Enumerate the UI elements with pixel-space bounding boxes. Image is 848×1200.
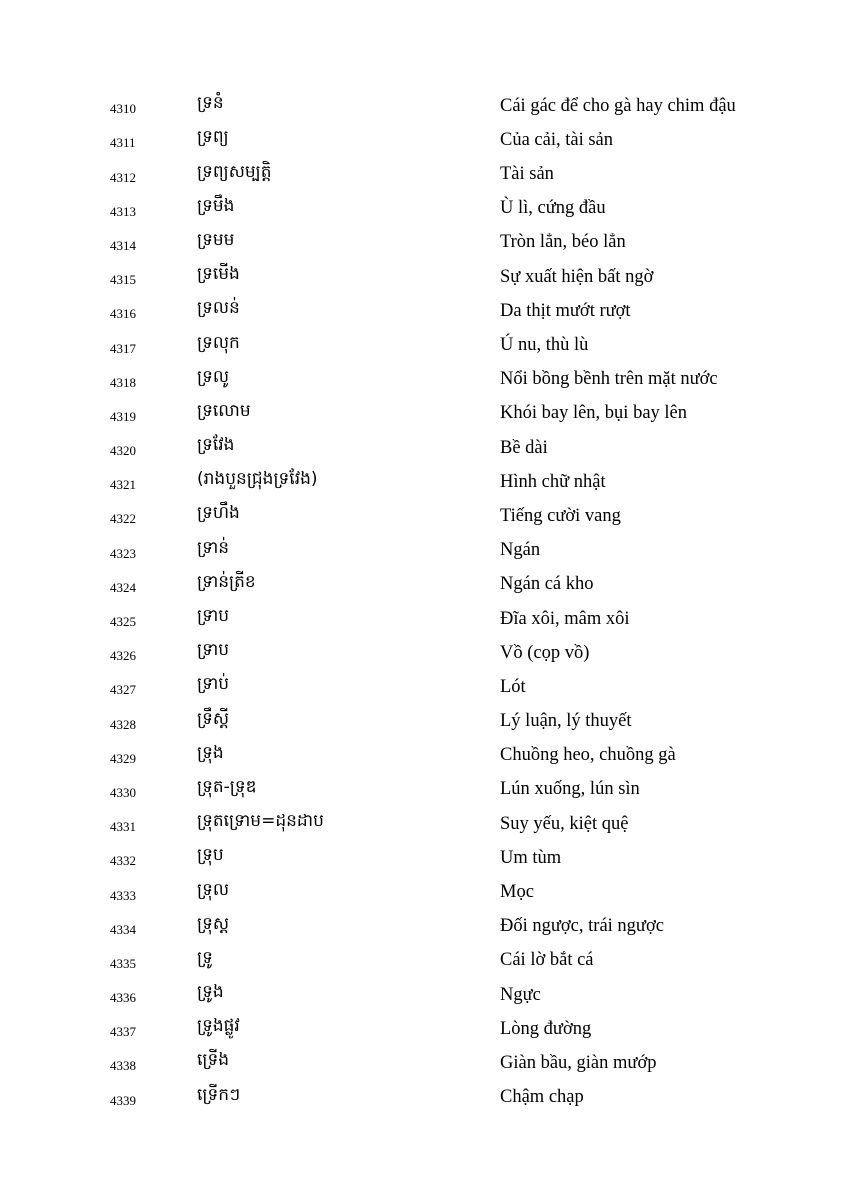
entry-row	[0, 87, 848, 121]
khmer-word: ទ្រុតទ្រោម=ដុនដាប	[197, 811, 324, 832]
entry-number: 4312	[110, 169, 136, 185]
entry-number: 4319	[110, 408, 136, 424]
entry-row	[0, 155, 848, 189]
entry-number: 4339	[110, 1092, 136, 1108]
entry-number: 4311	[110, 135, 136, 151]
entry-number: 4322	[110, 511, 136, 527]
entry-number: 4310	[110, 101, 136, 117]
entry-row	[0, 395, 848, 429]
vietnamese-meaning: Giàn bầu, giàn mướp	[500, 1052, 657, 1073]
khmer-word: ទ្រព្យ	[197, 127, 229, 148]
entry-row	[0, 634, 848, 668]
vietnamese-meaning: Ú nu, thù lù	[500, 335, 589, 355]
entry-row	[0, 497, 848, 531]
vietnamese-meaning: Lòng đường	[500, 1018, 592, 1039]
entry-number: 4333	[110, 887, 136, 903]
entry-row	[0, 600, 848, 634]
vietnamese-meaning: Ngán	[500, 540, 541, 561]
vietnamese-meaning: Da thịt mướt rượt	[500, 300, 631, 321]
vietnamese-meaning: Bề dài	[500, 437, 548, 458]
entry-number: 4336	[110, 990, 136, 1006]
vietnamese-meaning: Cái gác để cho gà hay chim đậu	[500, 95, 736, 116]
vietnamese-meaning: Cái lờ bắt cá	[500, 950, 594, 971]
entry-list	[0, 87, 848, 1113]
entry-number: 4325	[110, 614, 136, 629]
khmer-word: ទ្រលោម	[197, 400, 251, 421]
entry-number: 4332	[110, 853, 136, 869]
vietnamese-meaning: Tròn lẳn, béo lẳn	[500, 232, 626, 253]
entry-row	[0, 1044, 848, 1078]
entry-row	[0, 1010, 848, 1044]
vietnamese-meaning: Lún xuống, lún sìn	[500, 779, 640, 800]
vietnamese-meaning: Ngán cá kho	[500, 574, 594, 595]
vietnamese-meaning: Mọc	[500, 882, 534, 902]
entry-number: 4313	[110, 203, 136, 219]
khmer-word: (រាងបួនជ្រុងទ្រវែង)	[197, 469, 318, 490]
vietnamese-meaning: Hình chữ nhật	[500, 471, 606, 492]
entry-number: 4320	[110, 443, 136, 459]
khmer-word: ទ្រាន់ត្រីខ	[197, 571, 256, 592]
entry-row	[0, 702, 848, 736]
vietnamese-meaning: Của cải, tài sản	[500, 129, 614, 150]
entry-number: 4331	[110, 819, 136, 835]
vietnamese-meaning: Chậm chạp	[500, 1087, 584, 1108]
entry-number: 4337	[110, 1024, 136, 1040]
entry-row	[0, 190, 848, 224]
entry-row	[0, 976, 848, 1010]
khmer-word: ទ្រលន់	[197, 298, 240, 319]
entry-number: 4314	[110, 237, 136, 253]
entry-number: 4328	[110, 716, 136, 732]
khmer-word: ទ្រុស្ត	[197, 913, 230, 934]
khmer-word: ទ្រវែង	[197, 435, 235, 456]
khmer-word: ទ្រាប់	[197, 674, 230, 695]
entry-row	[0, 1078, 848, 1112]
khmer-word: ទ្រលូ	[197, 366, 230, 387]
vietnamese-meaning: Tiếng cười vang	[500, 505, 621, 526]
vietnamese-meaning: Ngực	[500, 984, 541, 1005]
entry-row	[0, 908, 848, 942]
khmer-word: ទ្រុត-ទ្រុឌ	[197, 776, 257, 797]
entry-row	[0, 531, 848, 565]
vietnamese-meaning: Đĩa xôi, mâm xôi	[500, 608, 630, 629]
entry-row	[0, 942, 848, 976]
entry-row	[0, 805, 848, 839]
vietnamese-meaning: Sự xuất hiện bất ngờ	[500, 266, 654, 287]
entry-row	[0, 771, 848, 805]
entry-number: 4315	[110, 272, 136, 288]
khmer-word: ទ្រុង	[197, 742, 224, 763]
entry-number: 4330	[110, 784, 136, 800]
khmer-word: ទ្រហឹង	[197, 503, 240, 524]
entry-row	[0, 292, 848, 326]
khmer-word: ទ្រូង	[197, 982, 224, 1003]
khmer-word: ទ្រុប	[197, 845, 224, 866]
khmer-word: ទ្រូងផ្លូវ	[197, 1016, 240, 1037]
vietnamese-meaning: Ù lì, cứng đầu	[500, 198, 606, 219]
entry-row	[0, 737, 848, 771]
khmer-word: ទ្រូ	[197, 947, 213, 968]
khmer-word: ទ្រើង	[197, 1050, 230, 1071]
entry-row	[0, 873, 848, 907]
entry-row	[0, 668, 848, 702]
entry-number: 4321	[110, 477, 136, 493]
entry-number: 4335	[110, 955, 136, 971]
entry-row	[0, 839, 848, 873]
entry-row	[0, 566, 848, 600]
vietnamese-meaning: Chuồng heo, chuồng gà	[500, 745, 676, 766]
vietnamese-meaning: Lót	[500, 676, 526, 697]
entry-number: 4316	[110, 306, 136, 322]
vietnamese-meaning: Đối ngược, trái ngược	[500, 916, 664, 937]
khmer-word: ទ្រលុក	[197, 332, 240, 353]
khmer-word: ទ្រាន់	[197, 537, 230, 558]
khmer-word: ទ្រមម	[197, 229, 235, 250]
entry-number: 4324	[110, 579, 136, 595]
vietnamese-meaning: Suy yếu, kiệt quệ	[500, 813, 629, 834]
entry-number: 4318	[110, 374, 136, 390]
entry-row	[0, 361, 848, 395]
vietnamese-meaning: Nổi bồng bềnh trên mặt nước	[500, 369, 718, 390]
entry-row	[0, 326, 848, 360]
vietnamese-meaning: Um tùm	[500, 847, 562, 868]
entry-row	[0, 463, 848, 497]
entry-number: 4323	[110, 545, 136, 561]
khmer-word: ទ្រមើង	[197, 264, 240, 285]
entry-row	[0, 429, 848, 463]
vietnamese-meaning: Vồ (cọp vồ)	[500, 642, 590, 663]
entry-number: 4326	[110, 648, 136, 664]
entry-row	[0, 121, 848, 155]
khmer-word: ទ្រឹស្តី	[197, 708, 230, 729]
entry-number: 4327	[110, 682, 136, 698]
entry-number: 4329	[110, 750, 136, 766]
entry-row	[0, 224, 848, 258]
khmer-word: ទ្រើកៗ	[197, 1084, 241, 1105]
khmer-word: ទ្រាប	[197, 606, 230, 626]
khmer-word: ទ្រុល	[197, 879, 230, 900]
vietnamese-meaning: Khói bay lên, bụi bay lên	[500, 403, 688, 424]
entry-number: 4317	[110, 340, 136, 356]
khmer-word: ទ្រនំ	[197, 93, 224, 114]
khmer-word: ទ្រមឹង	[197, 195, 235, 216]
khmer-word: ទ្រព្យសម្បត្តិ	[197, 161, 272, 182]
khmer-word: ទ្រាប	[197, 640, 230, 661]
vietnamese-meaning: Tài sản	[500, 164, 554, 185]
entry-number: 4338	[110, 1058, 136, 1074]
vietnamese-meaning: Lý luận, lý thuyết	[500, 711, 632, 732]
entry-row	[0, 258, 848, 292]
entry-number: 4334	[110, 921, 136, 937]
